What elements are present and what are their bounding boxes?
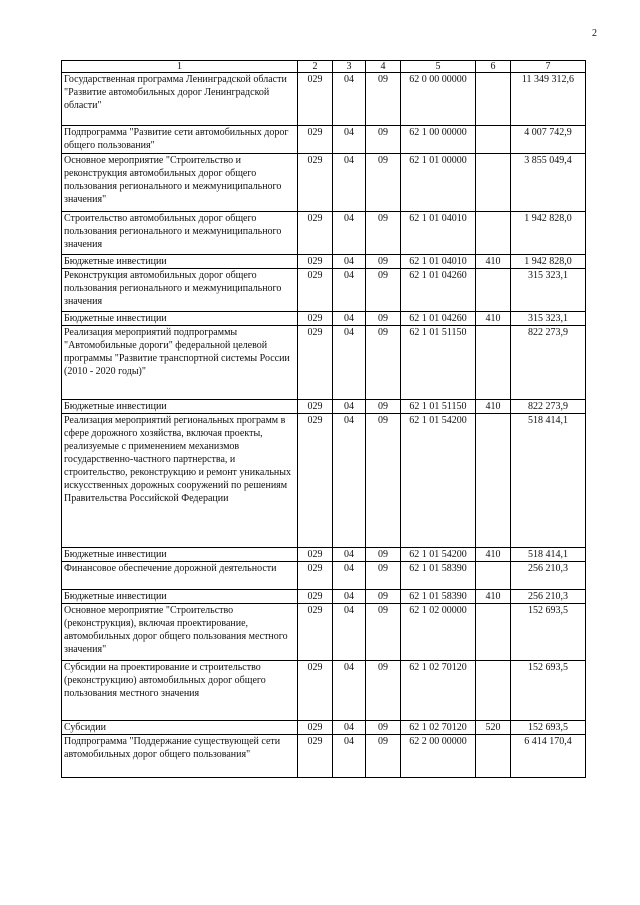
row-subsection-code: 09: [366, 312, 401, 326]
row-amount: 518 414,1: [511, 548, 586, 562]
row-section-code: 04: [333, 73, 366, 126]
row-section-code: 04: [333, 548, 366, 562]
row-amount: 152 693,5: [511, 604, 586, 661]
row-subsection-code: 09: [366, 255, 401, 269]
row-ministry-code: 029: [298, 212, 333, 255]
header-cell: 1: [62, 61, 298, 73]
row-subsection-code: 09: [366, 721, 401, 735]
row-section-code: 04: [333, 661, 366, 721]
row-section-code: 04: [333, 735, 366, 778]
table-row: [62, 661, 586, 721]
row-amount: 518 414,1: [511, 414, 586, 548]
row-name: Подпрограмма "Поддержание существующей сети автомобильных дорог общего пользования": [62, 735, 298, 778]
row-amount: 822 273,9: [511, 400, 586, 414]
table-row: [62, 414, 586, 548]
header-cell: 7: [511, 61, 586, 73]
row-name: Бюджетные инвестиции: [62, 548, 298, 562]
row-expense-type: 520: [476, 721, 511, 735]
row-section-code: 04: [333, 604, 366, 661]
row-subsection-code: 09: [366, 414, 401, 548]
row-subsection-code: 09: [366, 548, 401, 562]
row-subsection-code: 09: [366, 735, 401, 778]
row-section-code: 04: [333, 400, 366, 414]
row-expense-type: [476, 604, 511, 661]
row-expense-type: [476, 661, 511, 721]
row-section-code: 04: [333, 721, 366, 735]
row-amount: 3 855 049,4: [511, 154, 586, 212]
table-row: [62, 604, 586, 661]
row-section-code: 04: [333, 414, 366, 548]
row-expense-type: [476, 269, 511, 312]
row-subsection-code: 09: [366, 590, 401, 604]
row-ministry-code: 029: [298, 721, 333, 735]
row-name: Финансовое обеспечение дорожной деятельности: [62, 562, 298, 590]
row-expense-type: [476, 414, 511, 548]
row-amount: 11 349 312,6: [511, 73, 586, 126]
row-subsection-code: 09: [366, 400, 401, 414]
row-amount: 6 414 170,4: [511, 735, 586, 778]
table-row: [62, 548, 586, 562]
row-amount: 1 942 828,0: [511, 255, 586, 269]
row-amount: 256 210,3: [511, 590, 586, 604]
header-row: [62, 61, 586, 73]
row-section-code: 04: [333, 126, 366, 154]
row-amount: 315 323,1: [511, 312, 586, 326]
row-name: Реализация мероприятий региональных программ в сфере дорожного хозяйства, включая проекты, реализуемые с применением механизмов государственно-частного партнерства, и строительство, реконструкцию и ремонт уникальных искусственных дорожных сооружений по решениям Правительства Российской Федерации: [62, 414, 298, 548]
table-row: [62, 735, 586, 778]
row-target-code: 62 1 02 70120: [401, 661, 476, 721]
row-ministry-code: 029: [298, 269, 333, 312]
row-ministry-code: 029: [298, 154, 333, 212]
row-subsection-code: 09: [366, 154, 401, 212]
table-row: [62, 721, 586, 735]
table-row: [62, 269, 586, 312]
table-row: [62, 326, 586, 400]
row-name: Основное мероприятие "Строительство и реконструкция автомобильных дорог общего пользования регионального и межмуниципального значения": [62, 154, 298, 212]
header-cell: 3: [333, 61, 366, 73]
row-subsection-code: 09: [366, 562, 401, 590]
table-row: [62, 255, 586, 269]
row-name: Строительство автомобильных дорог общего пользования регионального и межмуниципального значения: [62, 212, 298, 255]
row-expense-type: [476, 212, 511, 255]
row-ministry-code: 029: [298, 590, 333, 604]
row-expense-type: 410: [476, 400, 511, 414]
row-target-code: 62 0 00 00000: [401, 73, 476, 126]
row-ministry-code: 029: [298, 414, 333, 548]
row-name: Реконструкция автомобильных дорог общего пользования регионального и межмуниципального значения: [62, 269, 298, 312]
row-target-code: 62 1 01 58390: [401, 590, 476, 604]
row-ministry-code: 029: [298, 604, 333, 661]
header-cell: 5: [401, 61, 476, 73]
row-target-code: 62 1 01 04260: [401, 269, 476, 312]
row-name: Государственная программа Ленинградской области "Развитие автомобильных дорог Ленинградской области": [62, 73, 298, 126]
row-ministry-code: 029: [298, 661, 333, 721]
row-name: Бюджетные инвестиции: [62, 590, 298, 604]
row-name: Субсидии на проектирование и строительство (реконструкцию) автомобильных дорог общего пользования местного значения: [62, 661, 298, 721]
header-cell: 2: [298, 61, 333, 73]
row-section-code: 04: [333, 312, 366, 326]
row-target-code: 62 1 00 00000: [401, 126, 476, 154]
row-expense-type: [476, 326, 511, 400]
row-ministry-code: 029: [298, 312, 333, 326]
row-target-code: 62 1 01 51150: [401, 326, 476, 400]
page-number: 2: [592, 28, 597, 39]
row-ministry-code: 029: [298, 548, 333, 562]
row-subsection-code: 09: [366, 604, 401, 661]
row-section-code: 04: [333, 562, 366, 590]
row-subsection-code: 09: [366, 661, 401, 721]
row-name: Бюджетные инвестиции: [62, 312, 298, 326]
row-amount: 152 693,5: [511, 661, 586, 721]
row-target-code: 62 1 02 00000: [401, 604, 476, 661]
row-ministry-code: 029: [298, 326, 333, 400]
row-target-code: 62 1 01 04010: [401, 212, 476, 255]
row-name: Бюджетные инвестиции: [62, 255, 298, 269]
row-name: Субсидии: [62, 721, 298, 735]
row-target-code: 62 1 01 58390: [401, 562, 476, 590]
row-target-code: 62 1 01 51150: [401, 400, 476, 414]
row-subsection-code: 09: [366, 269, 401, 312]
row-amount: 4 007 742,9: [511, 126, 586, 154]
row-amount: 1 942 828,0: [511, 212, 586, 255]
row-target-code: 62 1 01 04260: [401, 312, 476, 326]
row-expense-type: 410: [476, 590, 511, 604]
row-expense-type: [476, 73, 511, 126]
row-amount: 822 273,9: [511, 326, 586, 400]
table-row: [62, 126, 586, 154]
header-cell: 4: [366, 61, 401, 73]
row-subsection-code: 09: [366, 212, 401, 255]
row-ministry-code: 029: [298, 735, 333, 778]
table-row: [62, 590, 586, 604]
row-expense-type: [476, 562, 511, 590]
row-target-code: 62 1 01 00000: [401, 154, 476, 212]
budget-table: [61, 60, 586, 778]
row-amount: 256 210,3: [511, 562, 586, 590]
row-expense-type: 410: [476, 548, 511, 562]
table-row: [62, 212, 586, 255]
table-row: [62, 312, 586, 326]
row-target-code: 62 1 01 54200: [401, 414, 476, 548]
table-row: [62, 73, 586, 126]
row-expense-type: 410: [476, 312, 511, 326]
row-section-code: 04: [333, 154, 366, 212]
row-section-code: 04: [333, 269, 366, 312]
row-target-code: 62 2 00 00000: [401, 735, 476, 778]
row-name: Бюджетные инвестиции: [62, 400, 298, 414]
row-subsection-code: 09: [366, 126, 401, 154]
table-row: [62, 562, 586, 590]
row-section-code: 04: [333, 326, 366, 400]
row-amount: 315 323,1: [511, 269, 586, 312]
row-ministry-code: 029: [298, 255, 333, 269]
row-expense-type: [476, 126, 511, 154]
row-target-code: 62 1 01 54200: [401, 548, 476, 562]
header-cell: 6: [476, 61, 511, 73]
row-ministry-code: 029: [298, 562, 333, 590]
row-subsection-code: 09: [366, 73, 401, 126]
row-subsection-code: 09: [366, 326, 401, 400]
row-name: Реализация мероприятий подпрограммы "Автомобильные дороги" федеральной целевой программы "Развитие транспортной системы России (2010 - 2020 годы)": [62, 326, 298, 400]
row-section-code: 04: [333, 255, 366, 269]
row-name: Подпрограмма "Развитие сети автомобильных дорог общего пользования": [62, 126, 298, 154]
row-ministry-code: 029: [298, 73, 333, 126]
row-target-code: 62 1 01 04010: [401, 255, 476, 269]
row-expense-type: 410: [476, 255, 511, 269]
row-expense-type: [476, 154, 511, 212]
table-row: [62, 154, 586, 212]
row-amount: 152 693,5: [511, 721, 586, 735]
row-ministry-code: 029: [298, 126, 333, 154]
table-row: [62, 400, 586, 414]
row-section-code: 04: [333, 590, 366, 604]
row-target-code: 62 1 02 70120: [401, 721, 476, 735]
row-name: Основное мероприятие "Строительство (реконструкция), включая проектирование, автомобильных дорог общего пользования местного значения": [62, 604, 298, 661]
row-ministry-code: 029: [298, 400, 333, 414]
row-expense-type: [476, 735, 511, 778]
row-section-code: 04: [333, 212, 366, 255]
